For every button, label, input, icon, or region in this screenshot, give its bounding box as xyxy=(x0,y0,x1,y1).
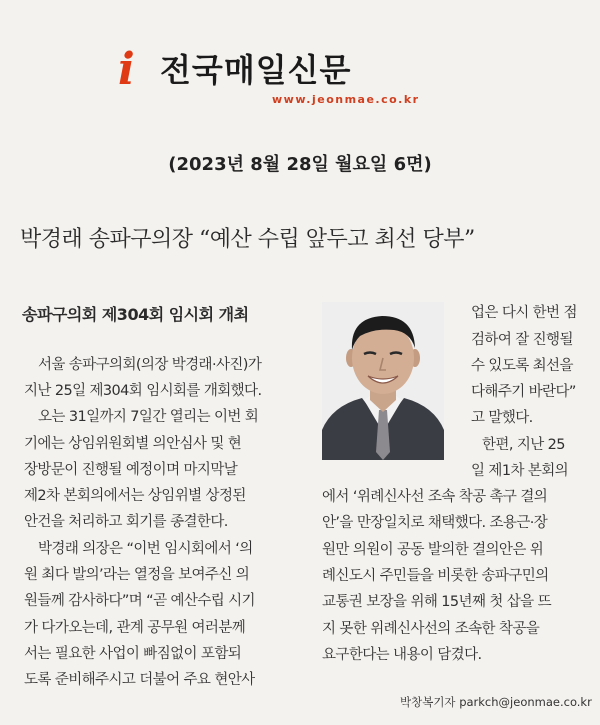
body-line: 다해주기 바란다” xyxy=(471,384,576,400)
body-line: 검하여 잘 진행될 xyxy=(471,332,573,348)
body-line: 요구한다는 내용이 담겼다. xyxy=(322,647,482,663)
dateline: (2023년 8월 28일 월요일 6면) xyxy=(168,154,432,175)
body-line: 고 말했다. xyxy=(471,410,533,426)
body-line: 원 최다 발의’라는 열정을 보여주신 의 xyxy=(24,567,250,583)
masthead-name: 전국매일신문 xyxy=(160,51,352,89)
body-line: 오는 31일까지 7일간 열리는 이번 회 xyxy=(38,409,259,425)
masthead-logo-letter: i xyxy=(118,44,135,95)
body-line: 안’을 만장일치로 채택했다. 조용근·장 xyxy=(322,515,548,531)
body-line: 한편, 지난 25 xyxy=(482,437,565,453)
body-line: 에서 ‘위례신사선 조속 착공 촉구 결의 xyxy=(322,489,548,505)
body-line: 원만 의원이 공동 발의한 결의안은 위 xyxy=(322,542,544,558)
body-line: 서울 송파구의회(의장 박경래·사진)가 xyxy=(38,357,262,373)
chairman-photo xyxy=(322,302,444,460)
body-line: 지난 25일 제304회 임시회를 개회했다. xyxy=(24,383,262,399)
body-line: 교통권 보장을 위해 15년째 첫 삽을 뜨 xyxy=(322,594,552,610)
body-line: 가 다가오는데, 관계 공무원 여러분께 xyxy=(24,620,246,636)
body-line: 장방문이 진행될 예정이며 마지막날 xyxy=(24,462,238,478)
body-line: 도록 준비해주시고 더불어 주요 현안사 xyxy=(24,672,255,688)
body-line: 서는 필요한 사업이 빠짐없이 포함되 xyxy=(24,646,242,662)
body-line: 기에는 상임위원회별 의안심사 및 현 xyxy=(24,436,242,452)
masthead-url: www.jeonmae.co.kr xyxy=(272,93,420,106)
reporter-byline: 박창복기자 parkch@jeonmae.co.kr xyxy=(400,695,592,709)
body-line: 수 있도록 최선을 xyxy=(471,358,573,374)
body-line: 제2차 본회의에서는 상임위별 상정된 xyxy=(24,488,246,504)
body-line: 업은 다시 한번 점 xyxy=(471,305,577,321)
subheadline: 송파구의회 제304회 임시회 개최 xyxy=(22,305,249,324)
body-line: 지 못한 위례신사선의 조속한 착공을 xyxy=(322,621,540,637)
body-line: 일 제1차 본회의 xyxy=(471,463,569,479)
headline: 박경래 송파구의장 “예산 수립 앞두고 최선 당부” xyxy=(20,227,475,252)
body-line: 안건을 처리하고 회기를 종결한다. xyxy=(24,514,228,530)
body-line: 박경래 의장은 “이번 임시회에서 ‘의 xyxy=(38,541,253,557)
body-line: 례신도시 주민들을 비롯한 송파구민의 xyxy=(322,568,549,584)
body-line: 원들께 감사하다”며 “곧 예산수립 시기 xyxy=(24,593,255,609)
